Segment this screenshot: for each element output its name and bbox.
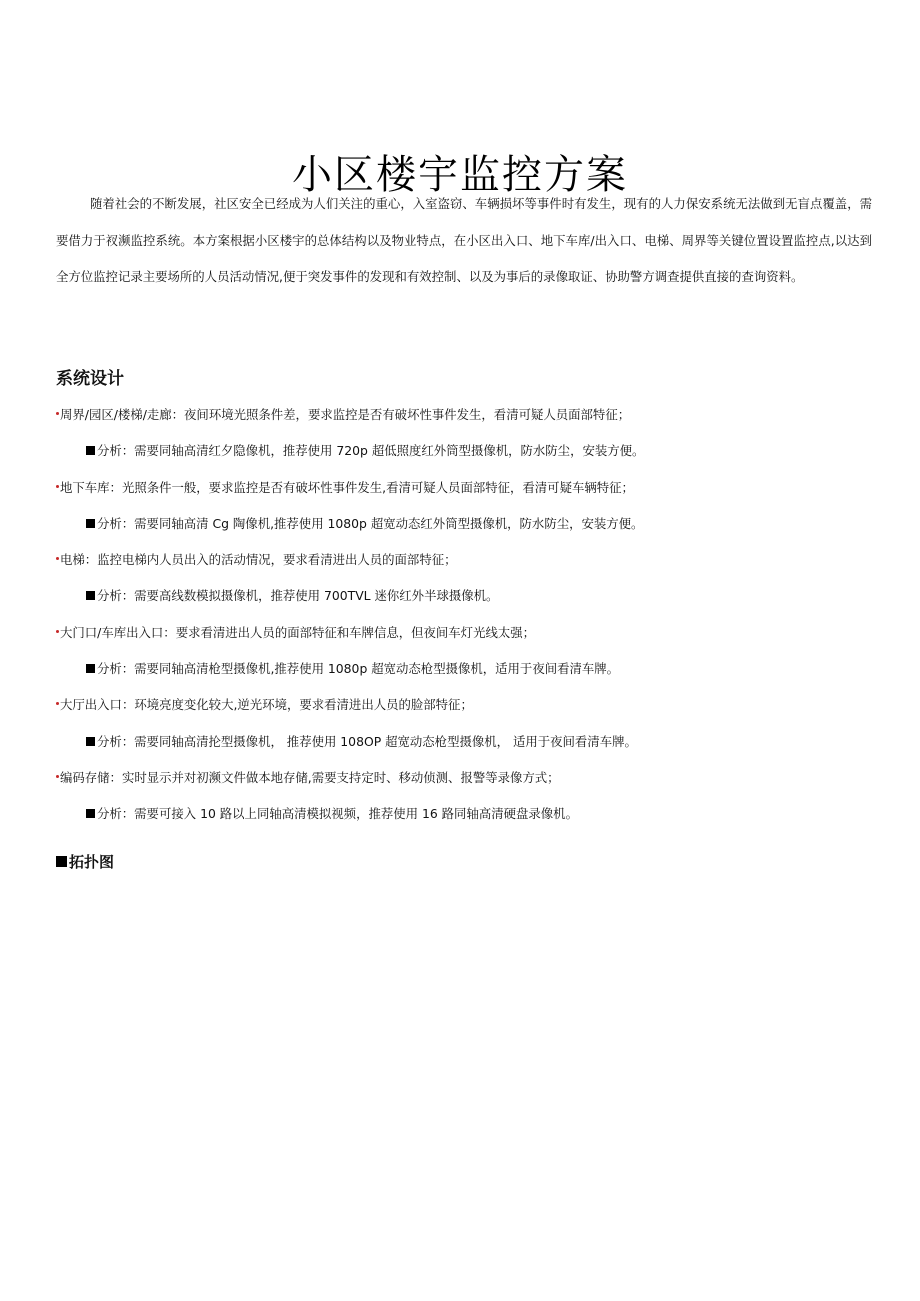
bullet-dot-icon <box>56 630 59 633</box>
list-item-analysis <box>56 582 872 618</box>
topology-heading <box>56 848 114 876</box>
black-square-icon <box>86 519 95 528</box>
page-title: 小区楼宇监控方案 <box>292 151 628 198</box>
analysis-text: 分析：需要同轴高清红夕隐像机，推荐使用 720p 超低照度红外筒型摄像机，防水防尘，安装方便。 <box>97 443 645 459</box>
topology-heading-text: 拓扑图 <box>69 853 115 871</box>
analysis-text: 分析：需要同轴高清抡型摄像机， 推荐使用 108OP 超宽动态枪型摄像机， 适用于夜间看清车牌。 <box>97 733 637 749</box>
list-item-requirement <box>56 764 872 800</box>
analysis-text: 分析：需要同轴高清枪型摄像机,推荐使用 1080p 超宽动态枪型摄像机，适用于夜间看清车牌。 <box>97 661 620 677</box>
list-item-requirement <box>56 401 872 437</box>
requirement-text: 大门口/车库出入口：要求看清进出人员的面部特征和车牌信息，但夜间车灯光线太强； <box>60 624 536 640</box>
list-item-requirement <box>56 546 872 582</box>
analysis-text: 分析：需要同轴高清 Cg 陶像机,推荐使用 1080p 超宽动态红外筒型摄像机，防水防尘，安装方便。 <box>97 515 644 531</box>
list-item-analysis <box>56 800 872 836</box>
black-square-icon <box>86 664 95 673</box>
list-item-requirement <box>56 619 872 655</box>
bullet-dot-icon <box>56 557 59 560</box>
intro-paragraph: 随着社会的不断发展，社区安全已经成为人们关注的重心，入室盗窃、车辆损坏等事件时有发生，现有的人力保安系统无法做到无盲点覆盖，需要借力于衩濒监控系统。本方案根据小区楼宇的总体结构以及物业特点，在小区出入口、地下车库/出入口、电梯、周界等关键位置设置监控点,以达到全方位监控记录主要场所的人员活动情况,便于突发事件的发现和有效控制、以及为事后的录像取证、协助警方调查提供直接的查询资料。 <box>56 196 872 285</box>
list-item-requirement <box>56 691 872 727</box>
design-items-list <box>56 401 872 837</box>
requirement-text: 编码存储：实时显示并对初濒文件做本地存储,需要支持定时、移动侦测、报警等录像方式； <box>60 769 560 785</box>
bullet-dot-icon <box>56 485 59 488</box>
requirement-text: 电梯：监控电梯内人员出入的活动情况，要求看清进出人员的面部特征； <box>60 552 457 568</box>
list-item-analysis <box>56 510 872 546</box>
list-item-requirement <box>56 474 872 510</box>
black-square-icon <box>56 856 67 867</box>
requirement-text: 大厅出入口：环境亮度变化较大,逆光环境，要求看清进出人员的脸部特征； <box>60 697 473 713</box>
analysis-text: 分析：需要可接入 10 路以上同轴高清模拟视频，推荐使用 16 路同轴高清硬盘录像机。 <box>97 806 578 822</box>
black-square-icon <box>86 809 95 818</box>
list-item-analysis <box>56 437 872 473</box>
requirement-text: 地下车库：光照条件一般，要求监控是否有破坏性事件发生,看清可疑人员面部特征，看清可疑车辆特征； <box>60 479 634 495</box>
section-heading-system-design: 系统设计 <box>56 369 124 389</box>
bullet-dot-icon <box>56 775 59 778</box>
analysis-text: 分析：需要高线数模拟摄像机，推荐使用 700TVL 迷你红外半球摄像机。 <box>97 588 499 604</box>
black-square-icon <box>86 591 95 600</box>
list-item-analysis <box>56 728 872 764</box>
black-square-icon <box>86 446 95 455</box>
black-square-icon <box>86 737 95 746</box>
list-item-analysis <box>56 655 872 691</box>
bullet-dot-icon <box>56 412 59 415</box>
bullet-dot-icon <box>56 702 59 705</box>
requirement-text: 周界/园区/楼梯/走廊：夜间环境光照条件差，要求监控是否有破坏性事件发生，看清可疑人员面部特征； <box>60 407 631 422</box>
